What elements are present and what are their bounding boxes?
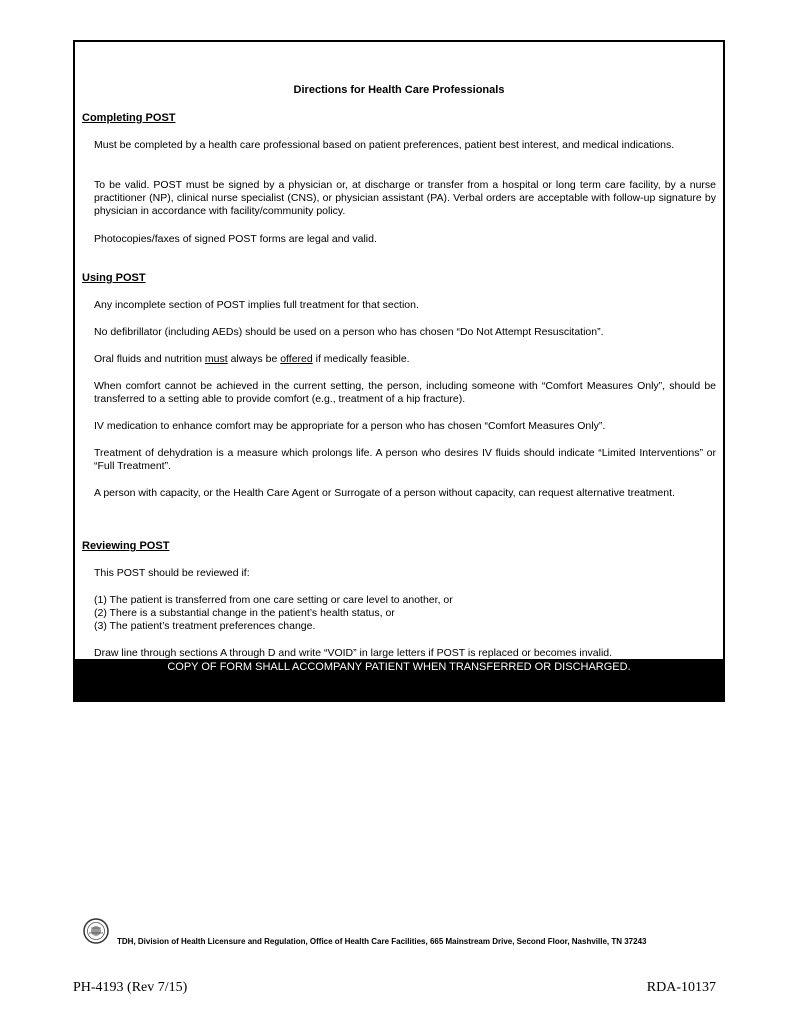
oral-fluids-text: if medically feasible. [312, 353, 410, 365]
page-title: Directions for Health Care Professionals [293, 84, 505, 96]
list-item: (1) The patient is transferred from one care setting or care level to another, or [94, 594, 453, 606]
list-item: (2) There is a substantial change in the patient’s health status, or [94, 607, 395, 619]
paragraph: A person with capacity, or the Health Care Agent or Surrogate of a person without capacity, can request alternative treatment. [94, 487, 675, 499]
footer-address: TDH, Division of Health Licensure and Regulation, Office of Health Care Facilities, 665 Mainstream Drive, Second Floor, Nashville, TN 37243 [117, 937, 647, 946]
transfer-banner: COPY OF FORM SHALL ACCOMPANY PATIENT WHEN TRANSFERRED OR DISCHARGED. [75, 659, 723, 702]
oral-fluids-text: Oral fluids and nutrition [94, 353, 205, 365]
oral-fluids-text: always be [227, 353, 281, 365]
paragraph: Any incomplete section of POST implies full treatment for that section. [94, 299, 419, 311]
paragraph: Draw line through sections A through D and write “VOID” in large letters if POST is replaced or becomes invalid. [94, 647, 613, 659]
paragraph: No defibrillator (including AEDs) should be used on a person who has chosen “Do Not Attempt Resuscitation”. [94, 326, 604, 338]
paragraph: Treatment of dehydration is a measure which prolongs life. A person who desires IV fluids should indicate “Limited Interventions” or “Full Treatment”. [94, 447, 716, 472]
list-item: (3) The patient’s treatment preferences change. [94, 620, 316, 632]
section-heading-reviewing: Reviewing POST [82, 540, 170, 552]
review-list [94, 594, 716, 633]
must-underlined: must [204, 353, 228, 365]
rda-number: RDA-10137 [646, 980, 716, 995]
state-seal-icon [83, 918, 109, 944]
paragraph: To be valid. POST must be signed by a physician or, at discharge or transfer from a hospital or long term care facility, by a nurse practitioner (NP), clinical nurse specialist (CNS), or physician assistant (PA). Verbal orders are acceptable with follow-up signature by physician in accordance with facility/community policy. [94, 179, 716, 217]
paragraph: This POST should be reviewed if: [94, 567, 250, 579]
form-number: PH-4193 (Rev 7/15) [73, 980, 188, 995]
offered-underlined: offered [280, 353, 313, 365]
section-heading-completing: Completing POST [82, 112, 176, 124]
paragraph: IV medication to enhance comfort may be appropriate for a person who has chosen “Comfort Measures Only”. [94, 420, 606, 432]
paragraph: When comfort cannot be achieved in the current setting, the person, including someone with “Comfort Measures Only”, should be transferred to a setting able to provide comfort (e.g., treatment of a hip fracture). [94, 380, 716, 405]
directions-box [73, 40, 725, 702]
section-heading-using: Using POST [82, 272, 146, 284]
paragraph-oral-fluids [94, 353, 716, 366]
paragraph: Must be completed by a health care professional based on patient preferences, patient best interest, and medical indications. [94, 139, 675, 151]
paragraph: Photocopies/faxes of signed POST forms are legal and valid. [94, 233, 377, 245]
